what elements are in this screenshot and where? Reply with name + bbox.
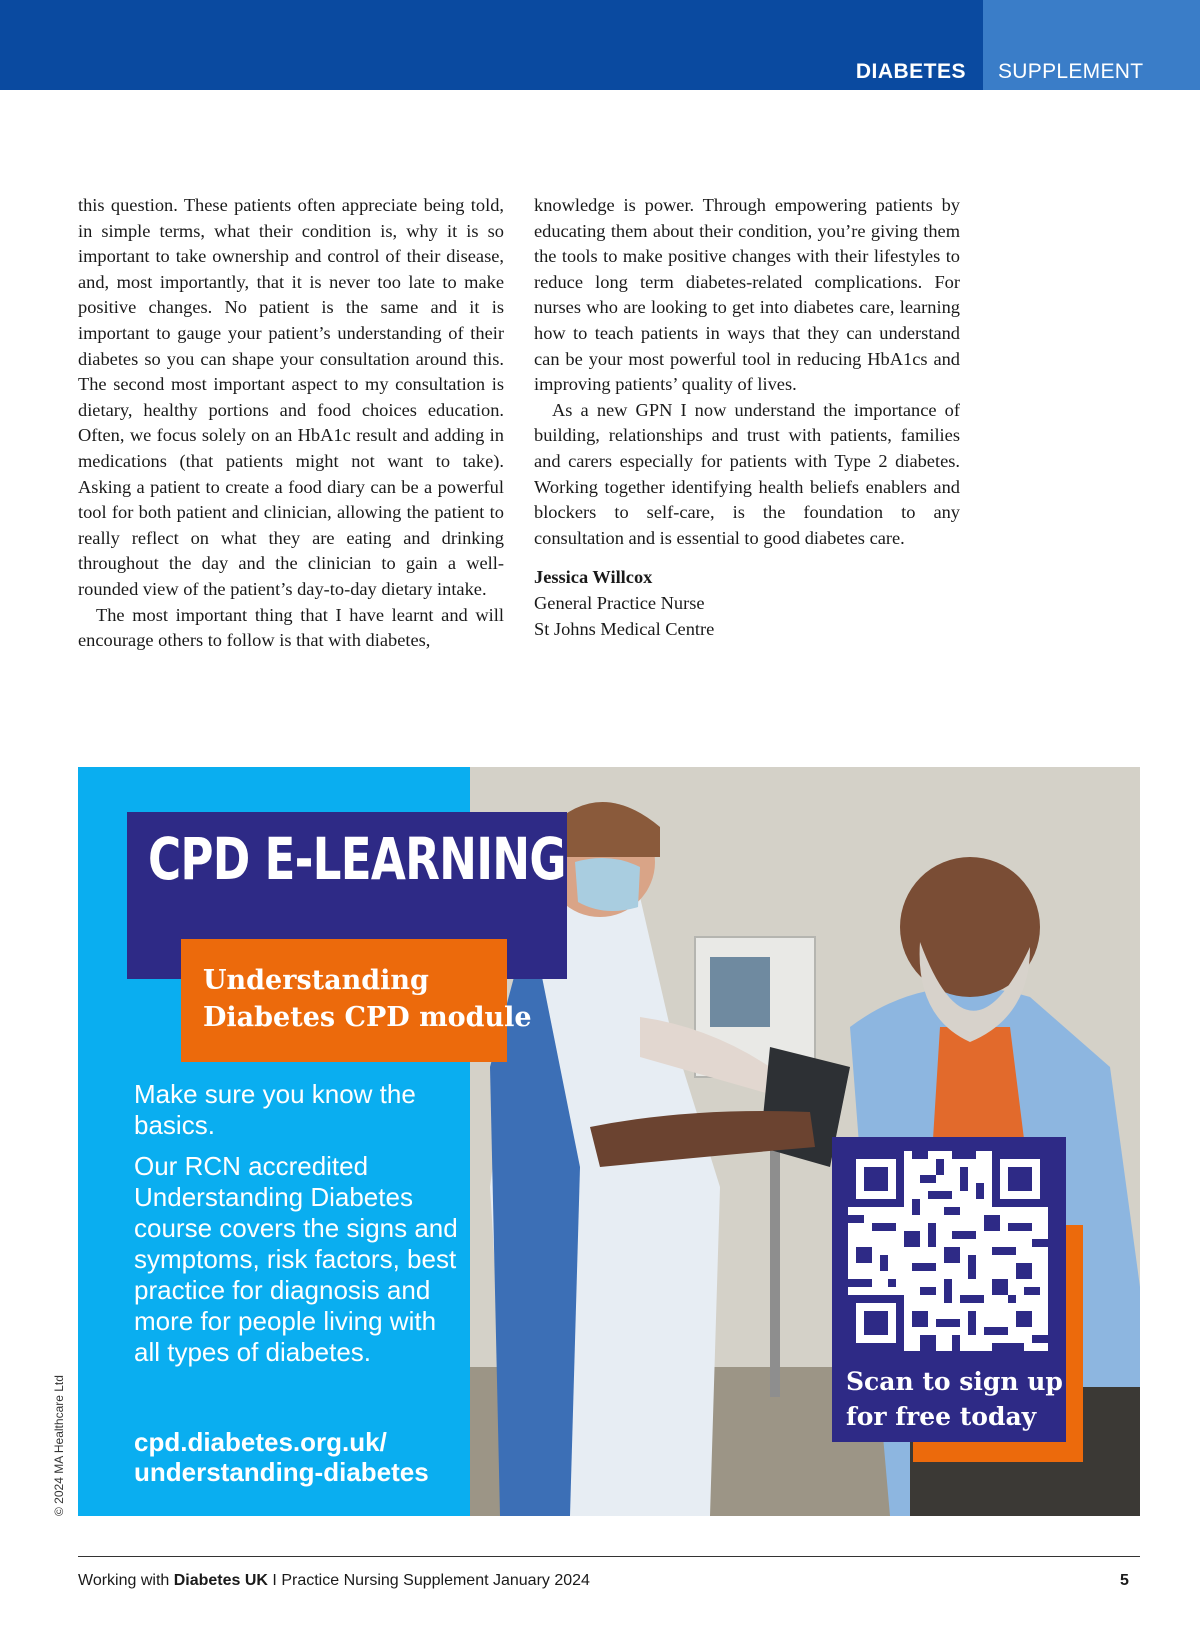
article-column-right	[534, 193, 960, 642]
advert-url-line1[interactable]: cpd.diabetes.org.uk/	[134, 1427, 387, 1457]
advert-url-link[interactable]	[134, 1427, 429, 1487]
article-paragraph: As a new GPN I now understand the importance of building, relationships and trust with patients, families and carers especially for patients with Type 2 diabetes. Working together identifying health beliefs enablers and blockers to self-care, is the foundation to any consultation and is essential to good diabetes care.	[534, 399, 960, 548]
advert-intro: Make sure you know the basics.	[134, 1079, 416, 1140]
copyright-notice: © 2024 MA Healthcare Ltd	[52, 1375, 66, 1516]
module-title	[203, 962, 532, 1036]
footer-divider	[78, 1556, 1140, 1557]
footer-prefix: Working with	[78, 1572, 174, 1589]
footer-text	[78, 1572, 590, 1590]
cpd-advert[interactable]	[78, 767, 1140, 1516]
header-supplement-label: SUPPLEMENT	[998, 60, 1144, 83]
article-paragraph: this question. These patients often appreciate being told, in simple terms, what their condition is, why it is so important to take ownership and control of their disease, and, most importantly, that it is never too late to make positive changes. No patient is the same and it is important to gauge your patient’s understanding of their diabetes so you can shape your consultation around this. The second most important aspect to my consultation is dietary, healthy portions and food choices education. Often, we focus solely on an HbA1c result and adding in medications (that patients might not want to take). Asking a patient to create a food diary can be a powerful tool for both patient and clinician, allowing the patient to really reflect on what they are eating and drinking throughout the day and the clinician to gain a well-rounded view of the patient’s day-to-day dietary intake.	[78, 195, 504, 599]
advert-url-line2[interactable]: understanding-diabetes	[134, 1457, 429, 1487]
author-role: General Practice Nurse	[534, 592, 705, 613]
header-section-title: DIABETES	[855, 60, 966, 83]
author-name: Jessica Willcox	[534, 567, 653, 588]
qr-caption-line1: Scan to sign up	[846, 1367, 1063, 1396]
module-title-line1: Understanding	[203, 965, 429, 996]
article-column-left	[78, 193, 504, 654]
author-signature	[534, 565, 960, 642]
article-paragraph: knowledge is power. Through empowering patients by educating them about their condition, you’re giving them the tools to make positive changes with their lifestyles to reduce long term diabetes-related complications. For nurses who are looking to get into diabetes care, learning how to teach patients in ways that they can understand can be your most powerful tool in reducing HbA1cs and improving patients’ quality of lives.	[534, 195, 960, 395]
qr-code-icon[interactable]	[848, 1151, 1048, 1351]
qr-caption	[846, 1364, 1063, 1434]
qr-caption-line2: for free today	[846, 1402, 1037, 1431]
advert-body	[134, 1079, 464, 1378]
advert-description: Our RCN accredited Understanding Diabetes course covers the signs and symptoms, risk factors, best practice for diagnosis and more for people living with all types of diabetes.	[134, 1151, 458, 1367]
author-organisation: St Johns Medical Centre	[534, 618, 715, 639]
footer-brand: Diabetes UK	[173, 1572, 268, 1589]
article-paragraph: The most important thing that I have learnt and will encourage others to follow is that with diabetes,	[78, 604, 504, 651]
footer-suffix: I Practice Nursing Supplement January 2024	[267, 1572, 590, 1589]
page-number: 5	[1120, 1572, 1129, 1589]
module-title-line2: Diabetes CPD module	[203, 1002, 532, 1033]
cpd-title: CPD E-LEARNING	[148, 825, 566, 893]
